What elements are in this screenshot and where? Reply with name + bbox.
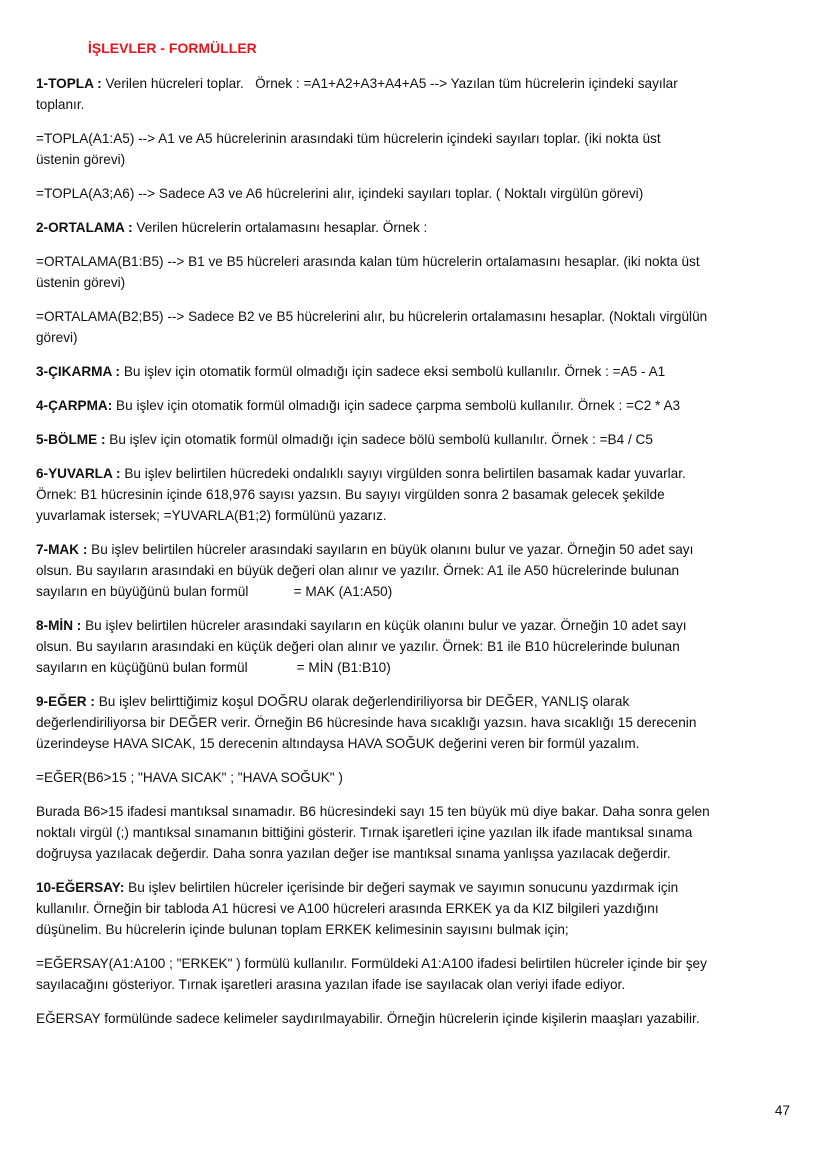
section-heading: 6-YUVARLA : <box>36 466 121 481</box>
line-text: Verilen hücreleri toplar. Örnek : =A1+A2+A3+A4+A5 --> Yazılan tüm hücrelerin içindeki sayılar <box>101 76 678 91</box>
text-line <box>36 581 806 602</box>
text-line <box>36 361 806 382</box>
section-heading: 3-ÇIKARMA : <box>36 364 121 379</box>
line-text: olsun. Bu sayıların arasındaki en büyük değeri olan alınır ve yazılır. Örnek: A1 ile A50 hücrelerinde bulunan <box>36 563 680 578</box>
section-heading: 1-TOPLA : <box>36 76 102 91</box>
paragraph <box>36 183 806 204</box>
text-line <box>36 843 806 864</box>
text-line <box>36 953 806 974</box>
line-text: toplanır. <box>36 97 85 112</box>
text-line <box>36 73 806 94</box>
text-line <box>36 395 806 416</box>
paragraph <box>36 801 806 864</box>
paragraph <box>36 463 806 526</box>
line-text: =TOPLA(A3;A6) --> Sadece A3 ve A6 hücrelerini alır, içindeki sayıları toplar. ( Noktalı virgülün görevi) <box>36 186 644 201</box>
line-text: Bu işlev belirttiğimiz koşul DOĞRU olarak değerlendiriliyorsa bir DEĞER, YANLIŞ olarak <box>94 694 630 709</box>
section-heading: 2-ORTALAMA : <box>36 220 133 235</box>
text-line <box>36 712 806 733</box>
section-heading: 7-MAK : <box>36 542 88 557</box>
text-line <box>36 463 806 484</box>
text-line <box>36 877 806 898</box>
paragraph <box>36 539 806 602</box>
line-text: =TOPLA(A1:A5) --> A1 ve A5 hücrelerinin arasındaki tüm hücrelerin içindeki sayıları toplar. (iki nokta üst <box>36 131 661 146</box>
paragraph <box>36 128 806 170</box>
text-line <box>36 974 806 995</box>
text-line <box>36 898 806 919</box>
text-line <box>36 657 806 678</box>
paragraph <box>36 877 806 940</box>
paragraph <box>36 395 806 416</box>
line-text: kullanılır. Örneğin bir tabloda A1 hücresi ve A100 hücreleri arasında ERKEK ya da KIZ bilgileri yazdığını <box>36 901 659 916</box>
document-body <box>36 73 806 1029</box>
text-line <box>36 615 806 636</box>
paragraph <box>36 217 806 238</box>
text-line <box>36 217 806 238</box>
document-page <box>36 38 806 1042</box>
line-text: noktalı virgül (;) mantıksal sınamanın bittiğini gösterir. Tırnak işaretleri içine yazılan ilk ifade mantıksal sınama <box>36 825 693 840</box>
text-line <box>36 733 806 754</box>
line-text: =EĞERSAY(A1:A100 ; "ERKEK" ) formülü kullanılır. Formüldeki A1:A100 ifadesi belirtilen hücreler içinde bir şey <box>36 956 707 971</box>
text-line <box>36 272 806 293</box>
line-text: görevi) <box>36 330 78 345</box>
page-number: 47 <box>774 1103 790 1118</box>
section-heading: 8-MİN : <box>36 618 82 633</box>
text-line <box>36 149 806 170</box>
line-text: =ORTALAMA(B2;B5) --> Sadece B2 ve B5 hücrelerini alır, bu hücrelerin ortalamasını hesaplar. (Noktalı virgülün <box>36 309 708 324</box>
section-heading: 9-EĞER : <box>36 694 95 709</box>
section-heading: 10-EĞERSAY: <box>36 880 125 895</box>
text-line <box>36 1008 806 1029</box>
text-line <box>36 306 806 327</box>
line-text: Bu işlev belirtilen hücreler arasındaki sayıların en küçük olanını bulur ve yazar. Örneğin 10 adet sayı <box>81 618 687 633</box>
line-text: Burada B6>15 ifadesi mantıksal sınamadır. B6 hücresindeki sayı 15 ten büyük mü diye bakar. Daha sonra gelen <box>36 804 710 819</box>
paragraph <box>36 1008 806 1029</box>
paragraph <box>36 361 806 382</box>
line-text: sayıların en büyüğünü bulan formül = MAK (A1:A50) <box>36 584 393 599</box>
line-text: düşünelim. Bu hücrelerin içinde bulunan toplam ERKEK kelimesinin sayısını bulmak için; <box>36 922 569 937</box>
line-text: yuvarlamak istersek; =YUVARLA(B1;2) formülünü yazarız. <box>36 508 387 523</box>
line-text: doğruysa yazılacak değerdir. Daha sonra yazılan değer ise mantıksal sınama yanlışsa yazılacak değerdir. <box>36 846 671 861</box>
paragraph <box>36 251 806 293</box>
text-line <box>36 94 806 115</box>
text-line <box>36 767 806 788</box>
line-text: üzerindeyse HAVA SICAK, 15 derecenin altındaysa HAVA SOĞUK değerini veren bir formül yazalım. <box>36 736 640 751</box>
line-text: Bu işlev belirtilen hücreler arasındaki sayıların en büyük olanını bulur ve yazar. Örneğin 50 adet sayı <box>87 542 694 557</box>
paragraph <box>36 429 806 450</box>
text-line <box>36 822 806 843</box>
text-line <box>36 327 806 348</box>
paragraph <box>36 306 806 348</box>
text-line <box>36 128 806 149</box>
text-line <box>36 691 806 712</box>
line-text: üstenin görevi) <box>36 152 126 167</box>
text-line <box>36 429 806 450</box>
line-text: EĞERSAY formülünde sadece kelimeler saydırılmayabilir. Örneğin hücrelerin içinde kişilerin maaşları yazabilir. <box>36 1011 700 1026</box>
text-line <box>36 801 806 822</box>
line-text: üstenin görevi) <box>36 275 126 290</box>
text-line <box>36 484 806 505</box>
text-line <box>36 505 806 526</box>
line-text: Bu işlev için otomatik formül olmadığı için sadece bölü sembolü kullanılır. Örnek : =B4 / C5 <box>105 432 653 447</box>
line-text: olsun. Bu sayıların arasındaki en küçük değeri olan alınır ve yazılır. Örnek: B1 ile B10 hücrelerinde bulunan <box>36 639 680 654</box>
text-line <box>36 636 806 657</box>
line-text: =ORTALAMA(B1:B5) --> B1 ve B5 hücreleri arasında kalan tüm hücrelerin ortalamasını hesaplar. (iki nokta üst <box>36 254 700 269</box>
paragraph <box>36 73 806 115</box>
line-text: Örnek: B1 hücresinin içinde 618,976 sayısı yazsın. Bu sayıyı virgülden sonra 2 basamak gelecek şekilde <box>36 487 665 502</box>
line-text: değerlendiriliyorsa bir DEĞER verir. Örneğin B6 hücresinde hava sıcaklığı yazsın. hava sıcaklığı 15 derecenin <box>36 715 697 730</box>
section-heading: 4-ÇARPMA: <box>36 398 113 413</box>
text-line <box>36 919 806 940</box>
line-text: sayıların en küçüğünü bulan formül = MİN (B1:B10) <box>36 660 391 675</box>
paragraph <box>36 615 806 678</box>
text-line <box>36 560 806 581</box>
text-line <box>36 539 806 560</box>
line-text: Bu işlev için otomatik formül olmadığı için sadece çarpma sembolü kullanılır. Örnek : =C2 * A3 <box>112 398 681 413</box>
line-text: =EĞER(B6>15 ; "HAVA SICAK" ; "HAVA SOĞUK" ) <box>36 770 343 785</box>
paragraph <box>36 691 806 754</box>
paragraph <box>36 953 806 995</box>
section-heading: 5-BÖLME : <box>36 432 106 447</box>
line-text: sayılacağını gösteriyor. Tırnak işaretleri arasına yazılan ifade ise sayılacak olan veriyi ifade ediyor. <box>36 977 626 992</box>
line-text: Bu işlev için otomatik formül olmadığı için sadece eksi sembolü kullanılır. Örnek : =A5 - A1 <box>120 364 666 379</box>
page-title: İŞLEVLER - FORMÜLLER <box>88 40 257 56</box>
text-line <box>36 251 806 272</box>
line-text: Bu işlev belirtilen hücreler içerisinde bir değeri saymak ve sayımın sonucunu yazdırmak için <box>124 880 679 895</box>
text-line <box>36 183 806 204</box>
line-text: Verilen hücrelerin ortalamasını hesaplar. Örnek : <box>132 220 428 235</box>
line-text: Bu işlev belirtilen hücredeki ondalıklı sayıyı virgülden sonra belirtilen basamak kadar yuvarlar. <box>120 466 686 481</box>
paragraph <box>36 767 806 788</box>
